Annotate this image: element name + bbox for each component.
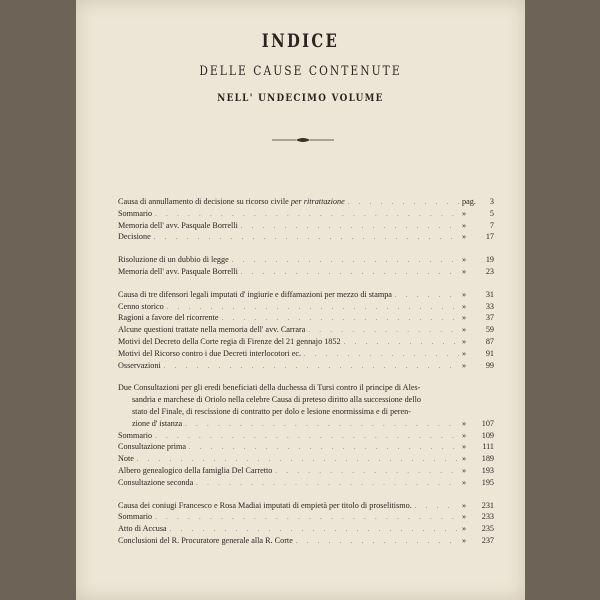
book-page [76,0,525,600]
index-subtitle: DELLE CAUSE CONTENUTE [199,64,402,79]
entry-label: Sommario [118,512,153,522]
entry-label: Motivi del Decreto della Corte regia di Firenze del 21 gennajo 1852 [118,336,341,346]
leader-dots [395,291,459,303]
index-entry [118,336,494,348]
page-number: 23 [485,266,494,276]
index-entry [118,231,494,243]
page-number: 37 [485,313,494,323]
page-number: 19 [485,255,494,265]
leader-dots [154,233,459,245]
page-prefix: » [462,232,467,242]
page-prefix: » [462,348,467,358]
leader-dots [196,479,459,491]
volume-heading: NELL' UNDECIMO VOLUME [217,93,384,104]
page-number: 189 [481,454,494,464]
ornament-divider-icon [272,137,334,143]
leader-dots [348,198,459,210]
index-entry [118,360,494,372]
page-number: 17 [485,232,494,242]
page-prefix: » [462,289,467,299]
page-prefix: » [462,208,467,218]
index-entry [118,430,494,442]
page-prefix: » [462,430,467,440]
index-entry [118,220,494,232]
page-number: 193 [481,465,494,475]
leader-dots [241,222,459,234]
entry-line: stato del Finale, di rescissione di contratto per dolo e lesione enormissima e di peren- [132,406,411,416]
page-number: 5 [489,208,494,218]
index-entry [118,453,494,465]
page-number: 3 [489,197,494,206]
page-prefix: » [462,266,467,276]
index-entry [118,348,494,360]
page-prefix: » [462,512,467,522]
long-index-entry [118,382,494,429]
page-number: 31 [485,289,494,299]
entry-label: Cenno storico [118,301,164,311]
page-number: 195 [481,477,494,487]
index-entry [118,196,494,208]
index-entry [118,511,494,523]
index-entry [118,523,494,535]
page-number: 237 [481,535,494,545]
page-prefix: » [462,477,467,487]
index-entry [118,477,494,489]
page-prefix: » [462,255,467,265]
index-entry [118,266,494,278]
index-entry [118,500,494,512]
entry-label: Decisione [118,232,151,242]
page-number: 111 [482,442,494,452]
entry-label-italic: per ritrattazione [290,197,345,206]
leader-dots [241,268,459,280]
leader-dots [304,350,459,362]
page-number: 235 [481,524,494,534]
leader-dots [185,420,459,432]
page-prefix: » [462,465,467,475]
entry-label: Causa di tre difensori legali imputati d' ingiurie e diffamazioni per mezzo di stampa [118,289,392,299]
page-number: 109 [481,430,494,440]
page-prefix: » [462,325,467,335]
page-prefix: » [462,442,467,452]
leader-dots [155,513,459,525]
leader-dots [415,502,459,514]
entry-label: Causa dei coniugi Francesco e Rosa Madiai imputati di empietà per titolo di proselitismo. [118,500,412,510]
index-title: INDICE [261,30,340,52]
index-entries [118,196,494,547]
page-number: 7 [489,220,494,230]
index-entry [118,465,494,477]
index-entry [118,301,494,313]
entry-label: Albero genealogico della famiglia Del Carretto [118,465,273,475]
page-prefix: » [462,500,467,510]
page-number: 59 [485,325,494,335]
entry-label: Conclusioni del R. Procuratore generale alla R. Corte [118,535,293,545]
index-entry [118,289,494,301]
entry-label: Sommario [118,208,153,218]
page-prefix: » [462,535,467,545]
index-entry [118,312,494,324]
entry-line: Due Consultazioni per gli eredi beneficiati della duchessa di Tursi contro il principe di Ales- [118,383,421,393]
page-prefix: » [462,454,467,464]
page-number: 91 [485,348,494,358]
index-entry [118,254,494,266]
leader-dots [155,432,459,444]
leader-dots [296,537,459,549]
entry-label: Ragioni a favore del ricorrente [118,313,219,323]
entry-label: Consultazione prima [118,442,186,452]
entry-label: Consultazione seconda [118,477,194,487]
index-entry [118,535,494,547]
page-number: 33 [485,301,494,311]
index-entry [118,441,494,453]
page-number: 87 [485,336,494,346]
entry-label: Memoria dell' avv. Pasquale Borrelli [118,266,238,276]
entry-label: Note [118,454,134,464]
page-prefix: » [462,360,467,370]
page-number: 233 [481,512,494,522]
leader-dots [344,338,459,350]
entry-label: Osservazioni [118,360,161,370]
entry-line: sandria e marchese di Oriolo nella celebre Causa di preteso diritto alla successione dello [132,395,421,405]
entry-label: Alcune questioni trattate nella memoria dell' avv. Carrara [118,325,306,335]
index-entry [118,418,494,430]
page-prefix: pag. [462,197,476,206]
entry-label: Sommario [118,430,153,440]
leader-dots [232,256,459,268]
page-prefix: » [462,301,467,311]
entry-label: Risoluzione di un dubbio di legge [118,255,229,265]
entry-label: zione d' istanza [132,418,183,428]
page-prefix: » [462,313,467,323]
page-number: 107 [481,418,494,428]
page-number: 231 [481,500,494,510]
entry-label: Atto di Accusa [118,524,167,534]
entry-label: Memoria dell' avv. Pasquale Borrelli [118,220,238,230]
leader-dots [189,443,459,455]
leader-dots [164,362,459,374]
page-prefix: » [462,336,467,346]
page-prefix: » [462,220,467,230]
page-number: 99 [485,360,494,370]
index-entry [118,208,494,220]
page-prefix: » [462,418,467,428]
page-prefix: » [462,524,467,534]
leader-dots [275,467,459,479]
entry-label: Motivi del Ricorso contro i due Decreti interlocotori ec. [118,348,302,358]
entry-label: Causa di annullamento di decisione su ricorso civile [118,197,291,206]
